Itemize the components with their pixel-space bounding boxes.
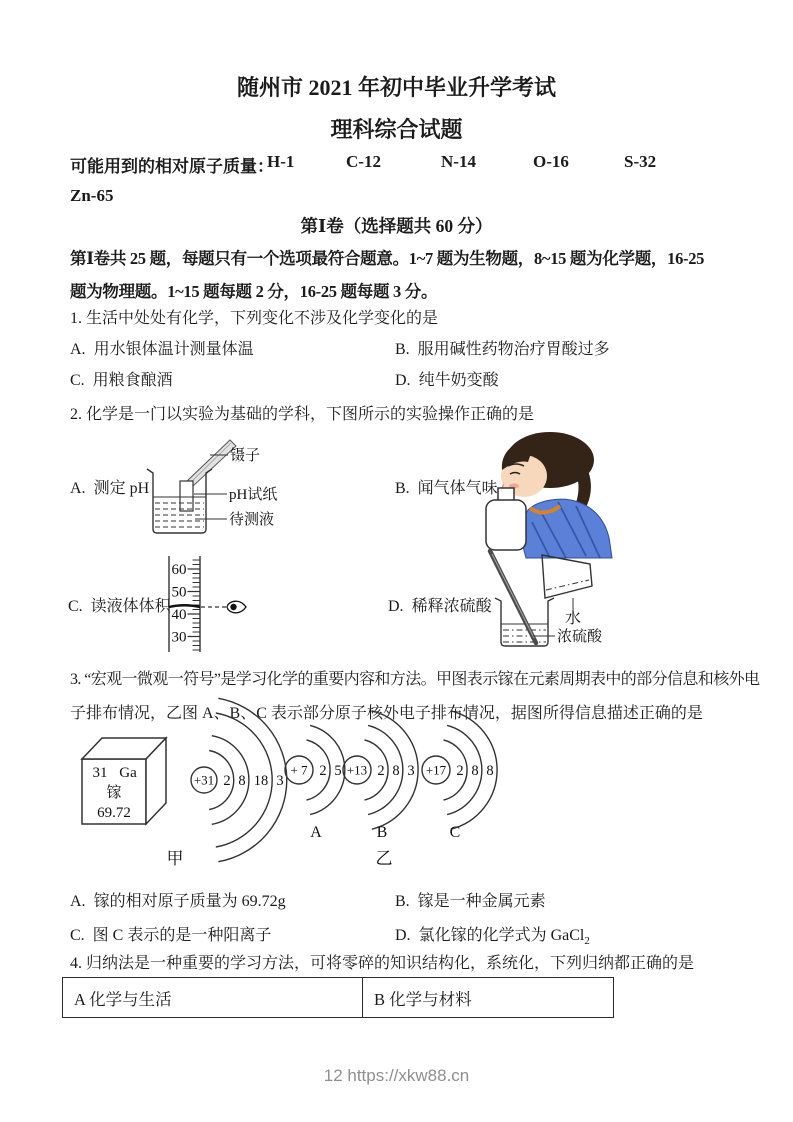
group-label-jia: 甲 <box>166 849 184 868</box>
q1-option-d <box>395 367 499 390</box>
instructions-line-2: 题为物理题。1~15 题每题 2 分，16-25 题每题 3 分。 <box>70 282 438 301</box>
acid-dilution-diagram <box>476 543 671 661</box>
atomic-mass-item: N-14 <box>441 152 476 171</box>
water-label: 水 <box>564 610 582 627</box>
exam-title: 随州市 2021 年初中毕业升学考试 <box>236 75 556 100</box>
q1-option-b <box>395 336 610 359</box>
atom-structure-C <box>422 711 497 841</box>
question-3-stem-line-1: 3. “宏观一微观一符号”是学习化学的重要内容和方法。甲图表示镓在元素周期表中的部分信息和核外电 <box>70 671 760 688</box>
atom-label-A: A <box>310 824 322 841</box>
option-text: 用水银体温计测量体温 <box>93 341 254 358</box>
option-label: A. <box>70 893 86 910</box>
q3-option-c <box>70 922 271 945</box>
atomic-mass-item: H-1 <box>267 152 295 171</box>
gas-bottle-neck <box>498 488 514 501</box>
option-text: 纯牛奶变酸 <box>418 372 499 389</box>
instructions-line-1: 第Ⅰ卷共 25 题，每题只有一个选项最符合题意。1~7 题为生物题，8~15 题为化学题，16-25 <box>70 249 705 268</box>
nucleus-charge: +31 <box>193 772 215 788</box>
q4-table-cell-a: A 化学与生活 <box>63 978 363 1017</box>
atom-label-B: B <box>376 824 388 841</box>
q3-option-a <box>70 888 286 911</box>
atom-structure-B <box>343 711 418 841</box>
option-text: 测定 pH <box>93 480 150 497</box>
major-ticks <box>188 569 201 637</box>
option-label: B. <box>395 480 410 497</box>
option-label: A. <box>70 341 86 358</box>
shell-electron-count: 2 <box>456 763 464 779</box>
shell-electron-count: 2 <box>319 763 327 779</box>
scale-value: 60 <box>171 562 187 578</box>
shell-electron-count: 8 <box>392 763 400 779</box>
option-label: B. <box>395 341 410 358</box>
volume-reading-diagram <box>158 553 263 655</box>
atom-structure-A <box>285 725 345 841</box>
option-text: 镓是一种金属元素 <box>417 893 546 910</box>
shell-electron-count: 2 <box>223 773 231 789</box>
atomic-masses-label: 可能用到的相对原子质量： <box>70 157 274 176</box>
option-text: 读液体体积 <box>90 598 171 615</box>
option-text-subscript: 2 <box>584 935 590 948</box>
scale-value: 30 <box>171 629 187 646</box>
q2-option-a-caption <box>70 475 149 498</box>
element-symbol: Ga <box>119 765 137 781</box>
ph-paper-label: pH试纸 <box>229 487 278 503</box>
smelling-gas-illustration <box>474 426 619 558</box>
nucleus-charge: + 7 <box>290 762 308 778</box>
option-label: B. <box>395 893 410 910</box>
atomic-mass-item: C-12 <box>346 152 381 171</box>
question-1-stem: 1. 生活中处处有化学，下列变化不涉及化学变化的是 <box>70 310 439 327</box>
q1-option-c <box>70 367 173 390</box>
nucleus-charge: +17 <box>425 762 447 778</box>
element-mass: 69.72 <box>97 805 131 821</box>
option-text: 图 C 表示的是一种阳离子 <box>92 927 272 944</box>
question-3-stem-line-2: 子排布情况，乙图 A、B、C 表示部分原子核外电子排布情况，据图所得信息描述正确的是 <box>70 705 703 722</box>
ph-test-diagram <box>140 437 315 549</box>
option-label: D. <box>388 598 404 615</box>
question-2-stem: 2. 化学是一门以实验为基础的学科，下图所示的实验操作正确的是 <box>70 406 535 423</box>
option-label: D. <box>395 927 411 944</box>
tweezers-label: 镊子 <box>230 448 261 464</box>
q2-option-c-caption <box>68 593 171 616</box>
shell-electron-count: 3 <box>407 763 415 779</box>
eye-pupil <box>230 604 236 610</box>
pouring-beaker <box>542 555 592 598</box>
q3-option-d <box>395 922 590 947</box>
option-label: A. <box>70 480 86 497</box>
option-text: 用粮食酿酒 <box>92 372 173 389</box>
shell-electron-count: 5 <box>334 763 342 779</box>
glass-rod-highlight <box>492 554 534 638</box>
tweezers-line <box>189 443 231 484</box>
question-4-stem: 4. 归纳法是一种重要的学习方法，可将零碎的知识结构化，系统化，下列归纳都正确的是 <box>70 955 695 972</box>
shell-electron-count: 8 <box>471 763 479 779</box>
atomic-mass-item: S-32 <box>624 152 657 171</box>
option-text: 稀释浓硫酸 <box>411 598 492 615</box>
group-label-yi: 乙 <box>375 849 393 868</box>
shell-electron-count: 3 <box>276 773 284 789</box>
nucleus-charge: +13 <box>346 762 368 778</box>
option-text: 服用碱性药物治疗胃酸过多 <box>417 341 610 358</box>
atomic-mass-item: Zn-65 <box>70 186 114 205</box>
scale-value: 50 <box>171 584 187 601</box>
atomic-mass-item: O-16 <box>533 152 569 171</box>
section-heading: 第Ⅰ卷（选择题共 60 分） <box>300 216 493 236</box>
q4-table <box>62 977 614 1018</box>
shell-electron-count: 2 <box>377 763 385 779</box>
shell-electron-count: 8 <box>238 773 246 789</box>
atom-label-C: C <box>449 824 461 841</box>
atom-structure-ga <box>191 698 287 861</box>
option-text: 闻气体气味 <box>417 480 498 497</box>
option-text: 镓的相对原子质量为 69.72g <box>93 893 286 910</box>
scale-value: 40 <box>171 607 187 623</box>
ph-paper-strip <box>180 481 193 511</box>
element-number: 31 <box>92 765 108 781</box>
shell-electron-count: 8 <box>486 763 494 779</box>
footer-link[interactable]: 12 https://xkw88.cn <box>323 1066 470 1085</box>
q3-option-b <box>395 888 546 911</box>
option-label: D. <box>395 372 411 389</box>
acid-label: 浓硫酸 <box>557 629 603 645</box>
option-text: 氯化镓的化学式为 GaCl <box>418 927 585 944</box>
option-label: C. <box>70 927 85 944</box>
element-name: 镓 <box>106 785 122 801</box>
shell-electron-count: 18 <box>253 773 269 789</box>
option-label: C. <box>70 372 85 389</box>
exam-subtitle: 理科综合试题 <box>330 117 463 142</box>
option-label: C. <box>68 598 83 615</box>
test-liquid-label: 待测液 <box>229 512 275 528</box>
q4-table-cell-b: B 化学与材料 <box>374 989 472 1009</box>
q1-option-a <box>70 336 254 359</box>
gallium-diagram <box>70 688 530 888</box>
